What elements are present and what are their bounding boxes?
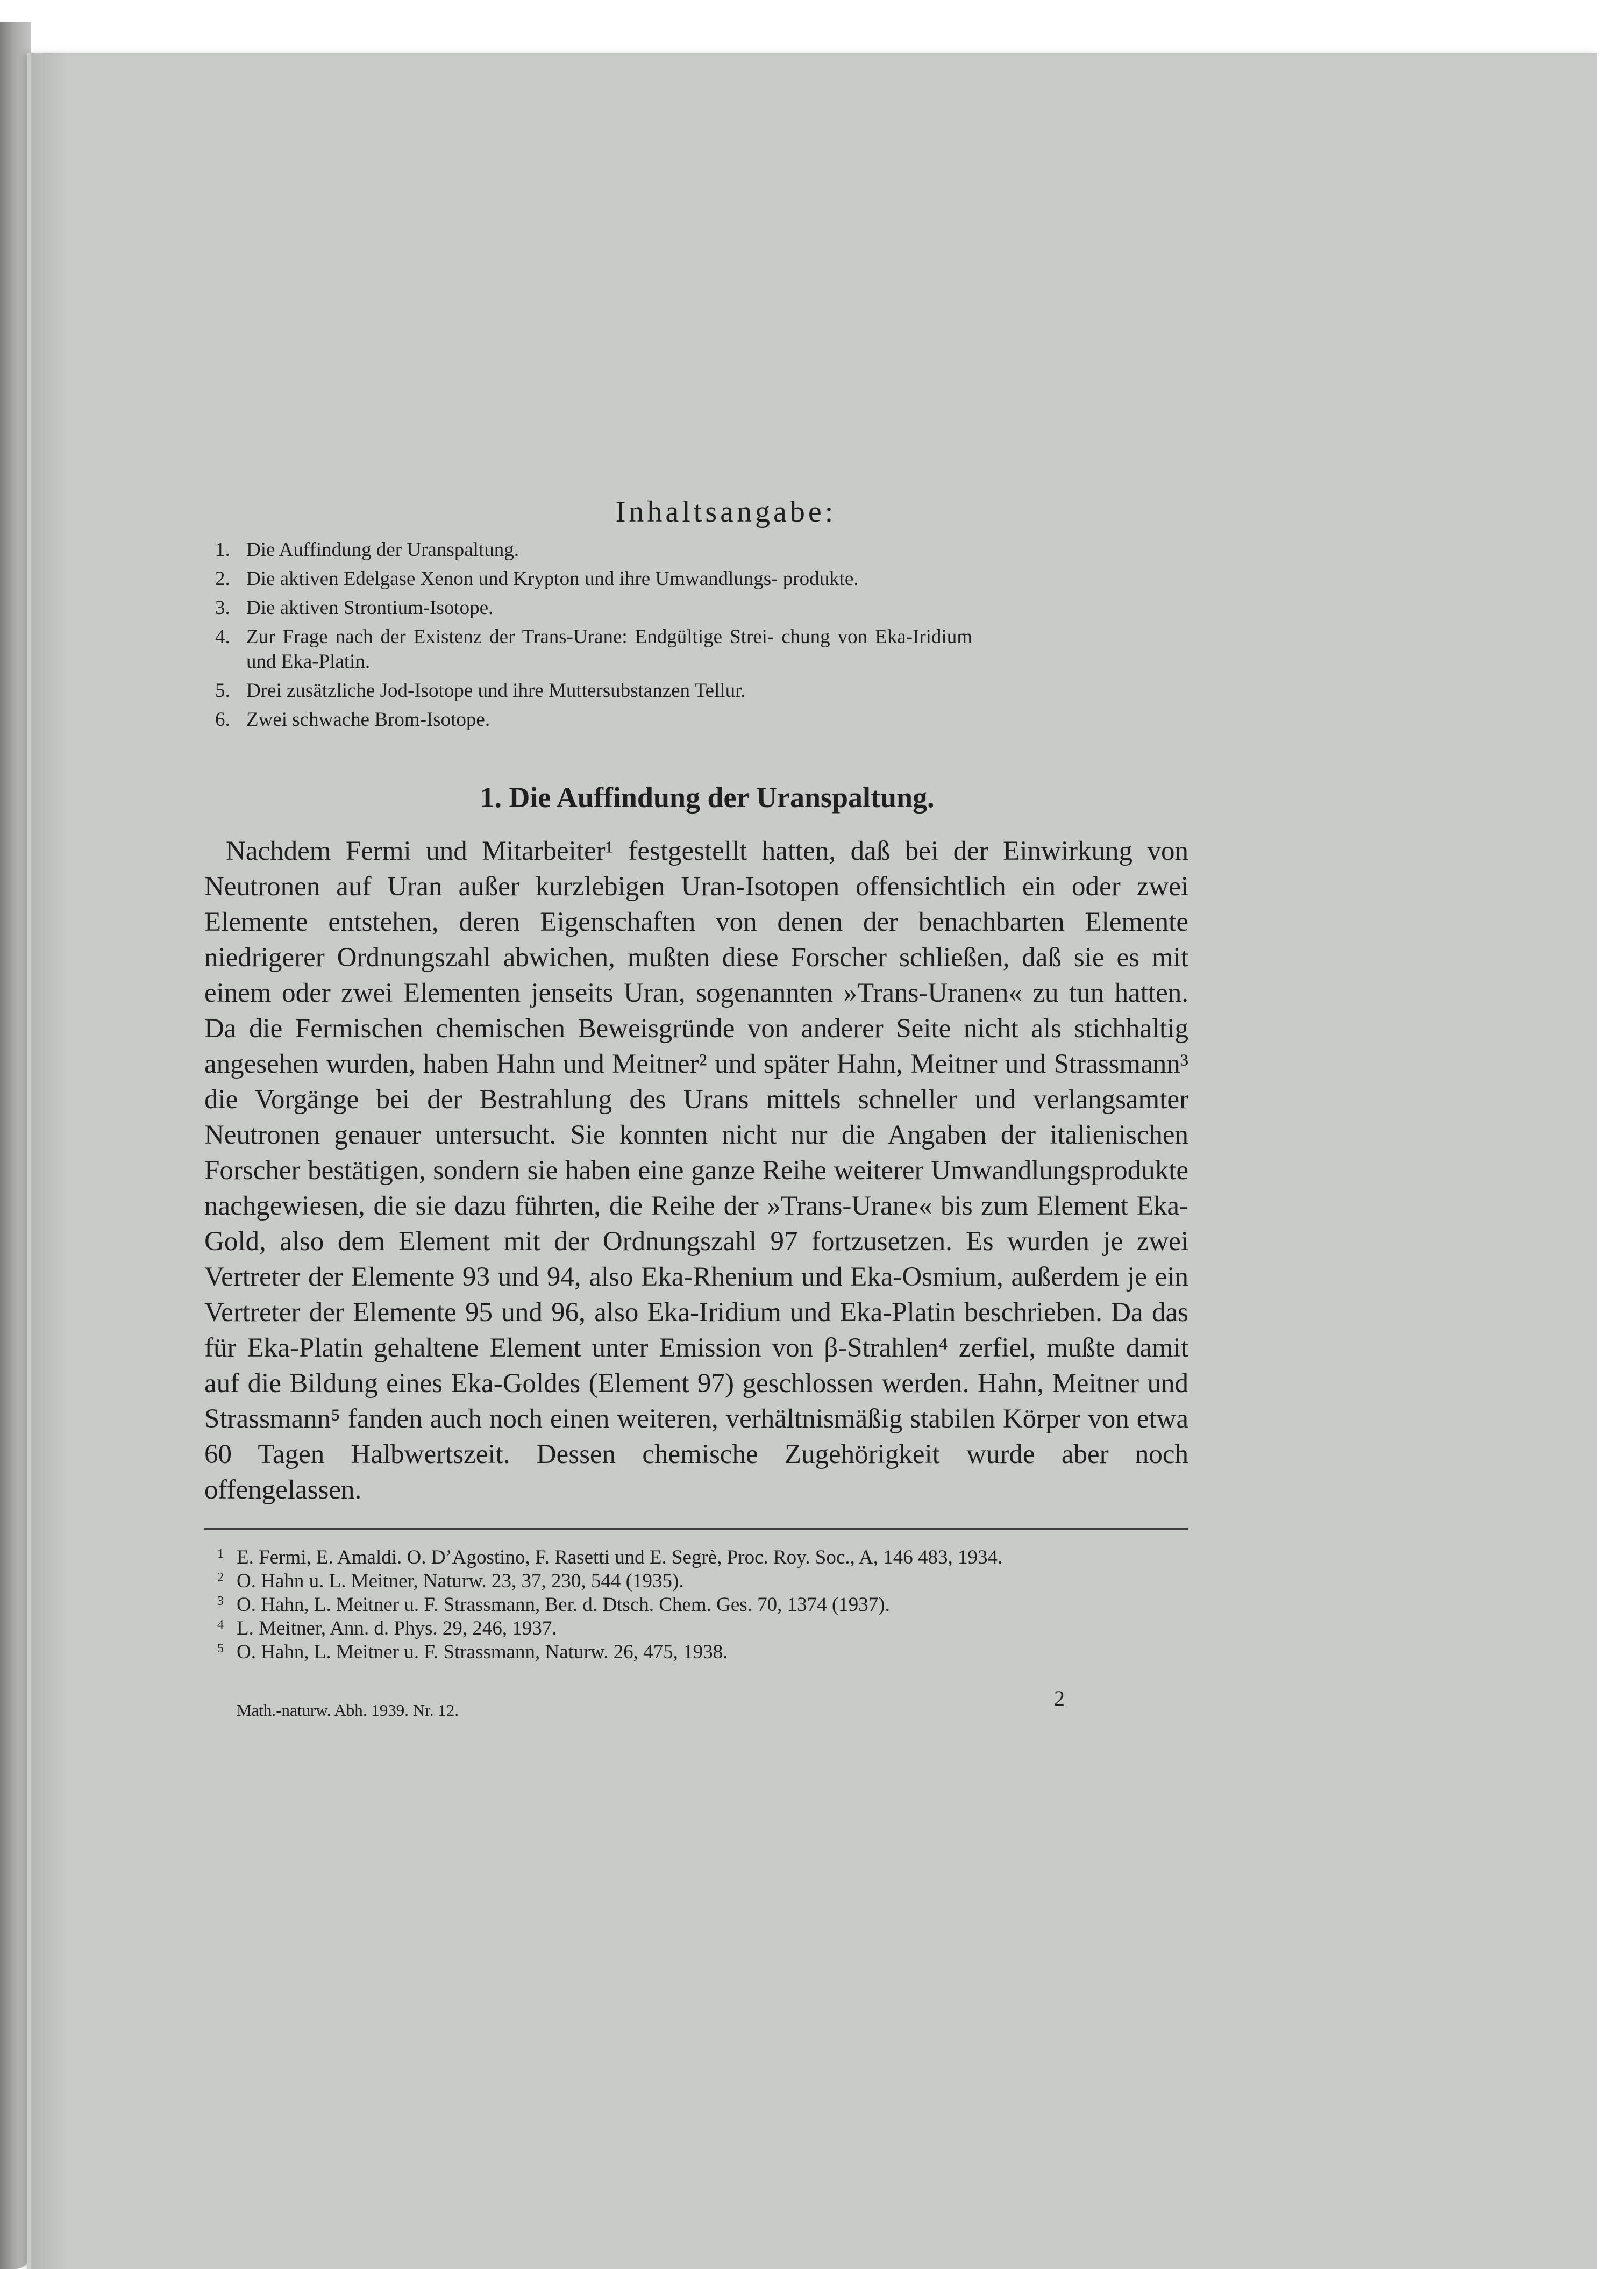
- footnote-divider: [204, 1528, 1188, 1530]
- section-heading: 1. Die Auffindung der Uranspaltung.: [480, 781, 935, 814]
- footnote: 1 E. Fermi, E. Amaldi. O. D’Agostino, F. Rasetti und E. Segrè, Proc. Roy. Soc., A, 146 483, 1934.: [217, 1546, 1003, 1568]
- toc-item: 2. Die aktiven Edelgase Xenon und Krypton und ihre Umwandlungs- produkte.: [215, 568, 859, 590]
- page-footer: [204, 1686, 1188, 1718]
- toc-item: 5. Drei zusätzliche Jod-Isotope und ihre Muttersubstanzen Tellur.: [215, 680, 746, 702]
- journal-reference: Math.-naturw. Abh. 1939. Nr. 12.: [237, 1701, 459, 1719]
- footnote: 4 L. Meitner, Ann. d. Phys. 29, 246, 1937.: [217, 1617, 557, 1639]
- footnote: 5 O. Hahn, L. Meitner u. F. Strassmann, Naturw. 26, 475, 1938.: [217, 1641, 728, 1663]
- page-content: [204, 495, 1188, 1718]
- body-paragraph: Nachdem Fermi und Mitarbeiter¹ festgestellt hatten, daß bei der Einwirkung von Neutronen auf Uran außer kurzlebigen Uran-Isotopen offensichtlich ein oder zwei Elemente entstehen, deren Eigenschaften von denen der benachbarten Elemente niedrigerer Ordnungszahl abwichen, mußten diese Forscher schließen, daß sie es mit einem oder zwei Elementen jenseits Uran, sogenannten »Trans-Uranen« zu tun hatten. Da die Fermischen chemischen Beweisgründe von anderer Seite nicht als stichhaltig angesehen wurden, haben Hahn und Meitner² und später Hahn, Meitner und Strassmann³ die Vorgänge bei der Bestrahlung des Urans mittels schneller und verlangsamter Neutronen genauer untersucht. Sie konnten nicht nur die Angaben der italienischen Forscher bestätigen, sondern sie haben eine ganze Reihe weiterer Umwandlungsprodukte nachgewiesen, die sie dazu führten, die Reihe der »Trans-Urane« bis zum Element Eka-Gold, also dem Element mit der Ordnungszahl 97 fortzusetzen. Es wurden je zwei Vertreter der Elemente 93 und 94, also Eka-Rhenium und Eka-Osmium, außerdem je ein Vertreter der Elemente 95 und 96, also Eka-Iridium und Eka-Platin beschrieben. Da das für Eka-Platin gehaltene Element unter Emission von β-Strahlen⁴ zerfiel, mußte damit auf die Bildung eines Eka-Goldes (Element 97) geschlossen werden. Hahn, Meitner und Strassmann⁵ fanden auch noch einen weiteren, verhältnismäßig stabilen Körper von etwa 60 Tagen Halbwertszeit. Dessen chemische Zugehörigkeit wurde aber noch offengelassen.: [204, 836, 1188, 1505]
- table-of-contents: [215, 538, 1188, 732]
- toc-item: 3. Die aktiven Strontium-Isotope.: [215, 597, 494, 619]
- toc-title: Inhaltsangabe:: [615, 495, 837, 529]
- toc-item: 1. Die Auffindung der Uranspaltung.: [215, 539, 519, 561]
- toc-item: 6. Zwei schwache Brom-Isotope.: [215, 709, 490, 731]
- toc-item: 4. Zur Frage nach der Existenz der Trans-Urane: Endgültige Strei- chung von Eka-Iridium und Eka-Platin.: [215, 626, 972, 673]
- page-number: 2: [1054, 1686, 1065, 1710]
- footnotes: [204, 1546, 1188, 1664]
- spine-shadow: [31, 53, 69, 2269]
- footnote: 3 O. Hahn, L. Meitner u. F. Strassmann, Ber. d. Dtsch. Chem. Ges. 70, 1374 (1937).: [217, 1594, 890, 1616]
- footnote: 2 O. Hahn u. L. Meitner, Naturw. 23, 37, 230, 544 (1935).: [217, 1570, 684, 1592]
